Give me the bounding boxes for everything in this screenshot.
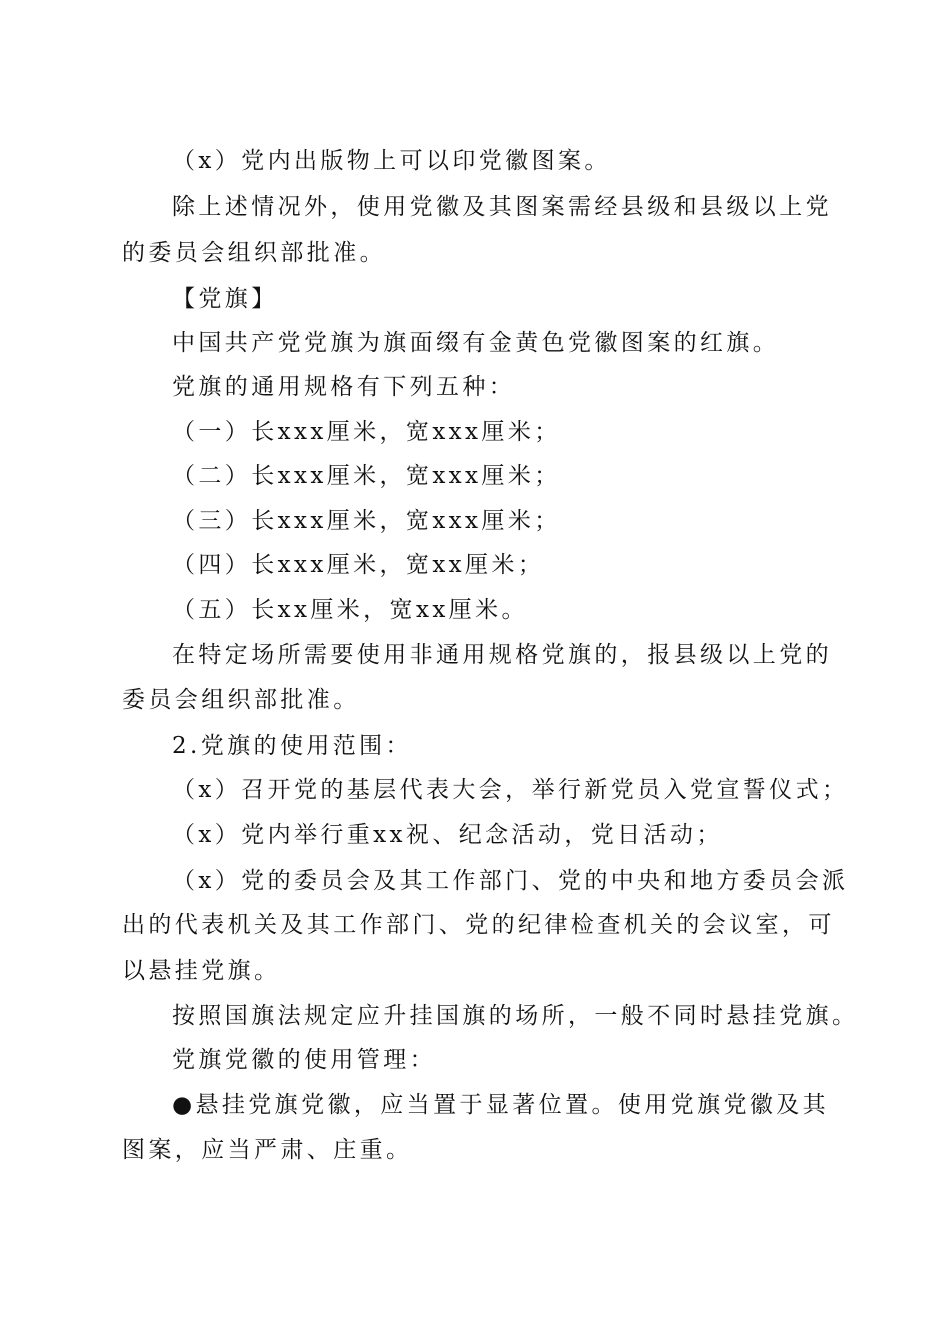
text-line-19: 以悬挂党旗。	[122, 958, 281, 984]
bullet-item: ●悬挂党旗党徽，应当置于显著位置。使用党旗党徽及其	[172, 1092, 830, 1118]
text-line-18: 出的代表机关及其工作部门、党的纪律检查机关的会议室，可	[122, 912, 835, 938]
text-line-20: 按照国旗法规定应升挂国旗的场所，一般不同时悬挂党旗。	[172, 1003, 859, 1029]
text-line-5: 中国共产党党旗为旗面缀有金黄色党徽图案的红旗。	[172, 330, 780, 356]
spec-item-2: （二）长xxx厘米，宽xxx厘米；	[172, 463, 561, 489]
text-line-23: 图案，应当严肃、庄重。	[122, 1137, 413, 1163]
spec-item-4: （四）长xxx厘米，宽xx厘米；	[172, 552, 545, 578]
usage-item-1: （x）召开党的基层代表大会，举行新党员入党宣誓仪式；	[172, 777, 849, 803]
text-line-12: 在特定场所需要使用非通用规格党旗的，报县级以上党的	[172, 642, 832, 668]
spec-item-1: （一）长xxx厘米，宽xxx厘米；	[172, 419, 561, 445]
text-line-13: 委员会组织部批准。	[122, 687, 360, 713]
text-line-1: （x）党内出版物上可以印党徽图案。	[172, 148, 611, 174]
section-heading-usage-management: 党旗党徽的使用管理：	[172, 1047, 436, 1073]
text-line-2: 除上述情况外，使用党徽及其图案需经县级和县级以上党	[172, 194, 832, 220]
section-heading-usage-scope: 2.党旗的使用范围：	[172, 733, 412, 759]
usage-item-3: （x）党的委员会及其工作部门、党的中央和地方委员会派	[172, 868, 849, 894]
text-line-3: 的委员会组织部批准。	[122, 240, 386, 266]
spec-item-5: （五）长xx厘米，宽xx厘米。	[172, 597, 528, 623]
usage-item-2: （x）党内举行重xx祝、纪念活动，党日活动；	[172, 822, 723, 848]
spec-item-3: （三）长xxx厘米，宽xxx厘米；	[172, 508, 561, 534]
section-heading-party-flag: 【党旗】	[172, 286, 278, 312]
text-line-6: 党旗的通用规格有下列五种：	[172, 374, 516, 400]
